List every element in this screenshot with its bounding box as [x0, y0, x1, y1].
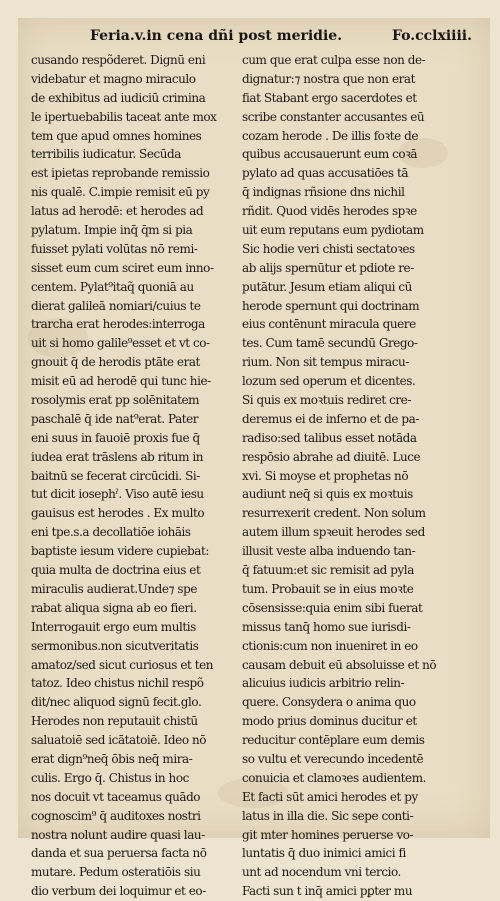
text-line: de exhibitus ad iudiciū crimina: [31, 90, 206, 105]
text-line: nos docuit vt taceamus quādo: [31, 789, 201, 804]
text-line: iudea erat trāslens ab ritum in: [31, 449, 204, 464]
text-line: tatoz. Ideo chistus nichil respõ: [31, 676, 204, 691]
text-line: putātur. Jesum etiam aliqui cū: [242, 279, 412, 294]
text-line: cognoscim⁹ q̄ auditoxes nostri: [31, 808, 201, 823]
left-text-column: [31, 51, 237, 901]
text-line: luntatis q̄ duo inimici amici fi: [242, 846, 406, 861]
text-line: herode spernunt qui doctrinam: [242, 298, 420, 313]
text-line: dierat galileā nomiari/cuius te: [31, 298, 201, 313]
text-line: pylato ad quas accusatiōes tā: [242, 166, 409, 181]
text-line: centem. Pylat⁹itaq̃ quoniā au: [31, 279, 194, 294]
text-line: videbatur et magno miraculo: [31, 71, 196, 86]
text-line: causam debuit eū absoluisse et nō: [242, 657, 437, 672]
text-line: le ipertuebabilis taceat ante mox: [31, 109, 217, 124]
text-line: latus ad herodē: et herodes ad: [31, 204, 204, 219]
page-title: Feria.v.in cena dñi post meridie.: [90, 28, 343, 44]
text-line: reducitur contēplare eum demis: [242, 733, 425, 748]
text-line: alicuius iudicis arbitrio relin-: [242, 676, 405, 691]
text-line: Herodes non reputauit chistū: [31, 714, 198, 729]
text-line: quibus accusauerunt eum coꝛā: [242, 147, 418, 162]
text-line: eni tpe.s.a decollatiōe iohāis: [31, 525, 191, 540]
text-line: tum. Probauit se in eius moꝛte: [242, 581, 414, 596]
text-line: eni suus in fauoiē proxis fue q̄: [31, 430, 200, 445]
text-line: tut dicit iosephˀ. Viso autē iesu: [31, 487, 204, 502]
text-line: fiat Stabant ergo sacerdotes et: [242, 90, 417, 105]
text-line: rosolymis erat pp solēnitatem: [31, 393, 200, 408]
text-line: scribe constanter accusantes eū: [242, 109, 425, 124]
text-line: Et facti sūt amici herodes et py: [242, 789, 418, 804]
text-line: paschalē q̄ ide nat⁹erat. Pater: [31, 411, 199, 426]
text-line: q̄ fatuum:et sic remisit ad pyla: [242, 563, 414, 578]
text-line: terribilis iudicatur. Secūda: [31, 147, 181, 162]
folio-number: Fo.cclxiiii.: [391, 28, 472, 44]
text-line: missus tanq̄ homo sue iurisdi-: [242, 619, 411, 634]
text-line: ab alijs spernūtur et pdiote re-: [242, 260, 414, 275]
text-line: deremus ei de inferno et de pa-: [242, 411, 419, 426]
text-line: gauisus est herodes . Ex multo: [31, 506, 205, 521]
text-line: nostra nolunt audire quasi lau-: [31, 827, 205, 842]
text-line: Si quis ex moꝛtuis rediret cre-: [242, 393, 411, 408]
text-line: quia multa de doctrina eius et: [31, 563, 201, 578]
text-line: baptiste iesum videre cupiebat:: [31, 544, 209, 559]
text-line: ctionis:cum non inueniret in eo: [242, 638, 418, 653]
text-line: respōsio abrahe ad diuitē. Luce: [242, 449, 421, 464]
text-line: modo prius dominus ducitur et: [242, 714, 417, 729]
text-line: eius contēnunt miracula quere: [242, 317, 416, 332]
text-line: tem que apud omnes homines: [31, 128, 202, 143]
text-line: pylatum. Impie inq̄ q̄m si pia: [31, 223, 193, 238]
text-line: cōsensisse:quia enim sibi fuerat: [242, 600, 423, 615]
text-line: erat dign⁹neq̄ ōbis neq̄ mira-: [31, 751, 193, 766]
running-header: [80, 28, 480, 48]
text-line: gnouit q̄ de herodis ptāte erat: [31, 355, 200, 370]
text-line: saluatoiē sed icātatoiē. Ideo nō: [31, 733, 207, 748]
text-line: uit eum reputans eum pydiotam: [242, 223, 424, 238]
text-line: unt ad nocendum vni tercio.: [242, 865, 401, 880]
text-line: radiso:sed talibus esset notāda: [242, 430, 417, 445]
right-text-column: [242, 51, 454, 901]
text-line: autem illum spꝛeuit herodes sed: [242, 525, 425, 540]
text-line: cum que erat culpa esse non de-: [242, 53, 426, 67]
text-line: xvi. Si moyse et prophetas nō: [242, 468, 409, 483]
text-line: rñdit. Quod vidēs herodes spꝛe: [242, 204, 417, 219]
text-line: quere. Consydera o anima quo: [242, 695, 416, 710]
text-line: cusando respõderet. Dignū eni: [31, 53, 206, 67]
text-line: Facti sun t inq̄ amici pꝑter mu: [242, 884, 413, 899]
text-line: uit si homo galile⁹esset et vt co-: [31, 336, 210, 351]
text-line: trarcha erat herodes:interroga: [31, 317, 205, 332]
text-line: sermonibus.non sicutveritatis: [31, 638, 199, 653]
text-line: lozum sed operum et dicentes.: [242, 374, 416, 389]
text-line: audiunt neq̄ si quis ex moꝛtuis: [242, 487, 413, 502]
text-line: baitnū se fecerat circūcidi. Si-: [31, 468, 200, 483]
text-line: rabat aliqua signa ab eo fieri.: [31, 600, 197, 615]
text-line: resurrexerit credent. Non solum: [242, 506, 426, 521]
text-line: culis. Ergo q̄. Chistus in hoc: [31, 770, 189, 785]
text-line: danda et sua peruersa facta nō: [31, 846, 207, 861]
text-line: git mter homines peruerse vo-: [242, 827, 414, 842]
text-line: Sic hodie veri chisti sectatoꝛes: [242, 241, 415, 256]
text-line: sisset eum cum sciret eum inno-: [31, 260, 214, 275]
text-line: latus in illa die. Sic sepe conti-: [242, 808, 414, 823]
text-line: est ipietas reprobande remissio: [31, 166, 210, 181]
text-line: nis qualē. C.impie remisit eū py: [31, 185, 210, 200]
text-line: cozam herode . De illis foꝛte de: [242, 128, 418, 143]
text-line: dignatur:⁊ nostra que non erat: [242, 71, 415, 86]
text-line: rium. Non sit tempus miracu-: [242, 355, 409, 370]
text-line: Interrogauit ergo eum multis: [31, 619, 196, 634]
text-line: dit/nec aliquod signū fecit.glo.: [31, 695, 202, 710]
text-line: conuicia et clamoꝛes audientem.: [242, 770, 426, 785]
text-line: tes. Cum tamē secundū Grego-: [242, 336, 418, 351]
text-line: dio verbum dei loquimur et eo-: [31, 884, 206, 899]
text-line: misit eū ad herodē qui tunc hie-: [31, 374, 211, 389]
text-line: mutare. Pedum osteratiōis siu: [31, 865, 201, 880]
text-line: q̄ indignas rñsione dns nichil: [242, 185, 405, 200]
text-line: fuisset pylati volūtas nō remi-: [31, 241, 198, 256]
text-line: miraculis audierat.Unde⁊ spe: [31, 581, 197, 596]
text-line: illusit veste alba induendo tan-: [242, 544, 416, 559]
text-line: so vultu et verecundo incedentē: [242, 751, 424, 766]
text-line: amatoz/sed sicut curiosus et ten: [31, 657, 214, 672]
